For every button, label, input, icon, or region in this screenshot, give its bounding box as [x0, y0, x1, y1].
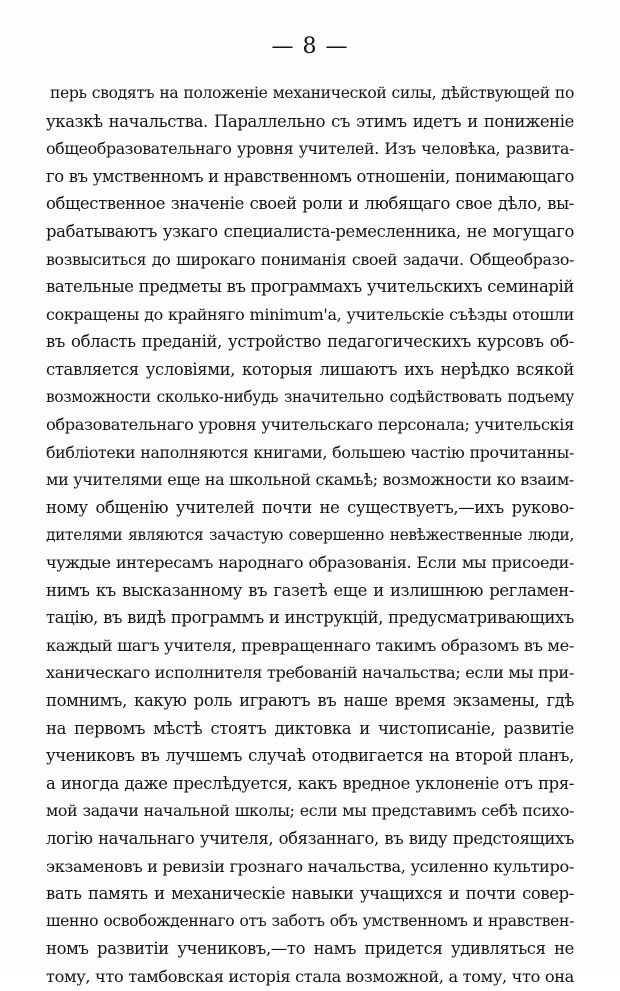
text-line: въ область преданій, устройство педагогическихъ курсовъ об- [46, 332, 574, 352]
text-line: номъ развитіи учениковъ,—то намъ придется удивляться не [46, 939, 574, 959]
text-line: тому, что тамбовская исторія стала возможной, а тому, что она [46, 967, 574, 986]
text-line: дителями являются зачастую совершенно невѣжественные люди, [46, 525, 574, 544]
text-line: перь сводятъ на положеніе механической силы, дѣйствующей по [50, 84, 574, 102]
text-line: сокращены до крайняго minimum'а, учительскіе съѣзды отошли [46, 304, 574, 324]
text-line: логію начальнаго учителя, обязаннаго, въ виду предстоящихъ [46, 829, 574, 849]
text-line: указкѣ начальства. Параллельно съ этимъ идетъ и пониженіе [46, 111, 574, 131]
text-line: нимъ къ высказанному въ газетѣ еще и излишнюю регламен- [46, 580, 574, 600]
text-line: а иногда даже преслѣдуется, какъ вредное уклоненіе отъ пря- [46, 773, 574, 793]
text-line: образовательнаго уровня учительскаго персонала; учительскія [46, 415, 574, 435]
text-line: го въ умственномъ и нравственномъ отношеніи, понимающаго [46, 166, 574, 186]
text-line: вать память и механическіе навыки учащихся и почти совер- [46, 884, 574, 904]
text-line: мой задачи начальной школы; если мы представимъ себѣ психо- [46, 801, 574, 821]
text-line: ханическаго исполнителя требованій начальства; если мы при- [46, 663, 574, 683]
page-number: — 8 — [271, 34, 349, 59]
text-line: чуждые интересамъ народнаго образованія. Если мы присоеди- [46, 553, 574, 573]
text-line: каждый шагъ учителя, превращеннаго такимъ образомъ въ ме- [46, 635, 574, 655]
text-line: ставляется условіями, которыя лишаютъ ихъ нерѣдко всякой [46, 359, 574, 379]
text-line: тацію, въ видѣ программъ и инструкцій, предусматривающихъ [46, 608, 574, 628]
text-line: общественное значеніе своей роли и любящаго свое дѣло, вы- [46, 194, 574, 214]
text-line: общеобразовательнаго уровня учителей. Изъ человѣка, развита- [46, 139, 574, 159]
text-line: возможности сколько-нибудь значительно содѣйствовать подъему [46, 387, 574, 406]
text-line: на первомъ мѣстѣ стоятъ диктовка и чистописаніе, развитіе [46, 718, 574, 738]
text-line: шенно освобожденнаго отъ заботъ объ умственномъ и нравствен- [46, 911, 574, 930]
body-text [46, 80, 574, 991]
text-line: библіотеки наполняются книгами, большею частію прочитанны- [46, 442, 574, 462]
text-line: ми учителями еще на школьной скамьѣ; возможности ко взаим- [46, 470, 574, 490]
text-line: учениковъ въ лучшемъ случаѣ отодвигается на второй планъ, [46, 746, 574, 766]
text-line: ному общенію учителей почти не существуетъ,—ихъ руково- [46, 497, 574, 517]
text-line: возвыситься до широкаго пониманія своей задачи. Общеобразо- [46, 249, 574, 269]
text-line: рабатываютъ узкаго специалиста-ремесленника, не могущаго [46, 221, 574, 241]
text-line: экзаменовъ и ревизіи грознаго начальства, усиленно культиро- [46, 856, 574, 876]
text-line: вательные предметы въ программахъ учительскихъ семинарій [46, 277, 574, 297]
text-line: помнимъ, какую роль играютъ въ наше время экзамены, гдѣ [46, 691, 574, 711]
